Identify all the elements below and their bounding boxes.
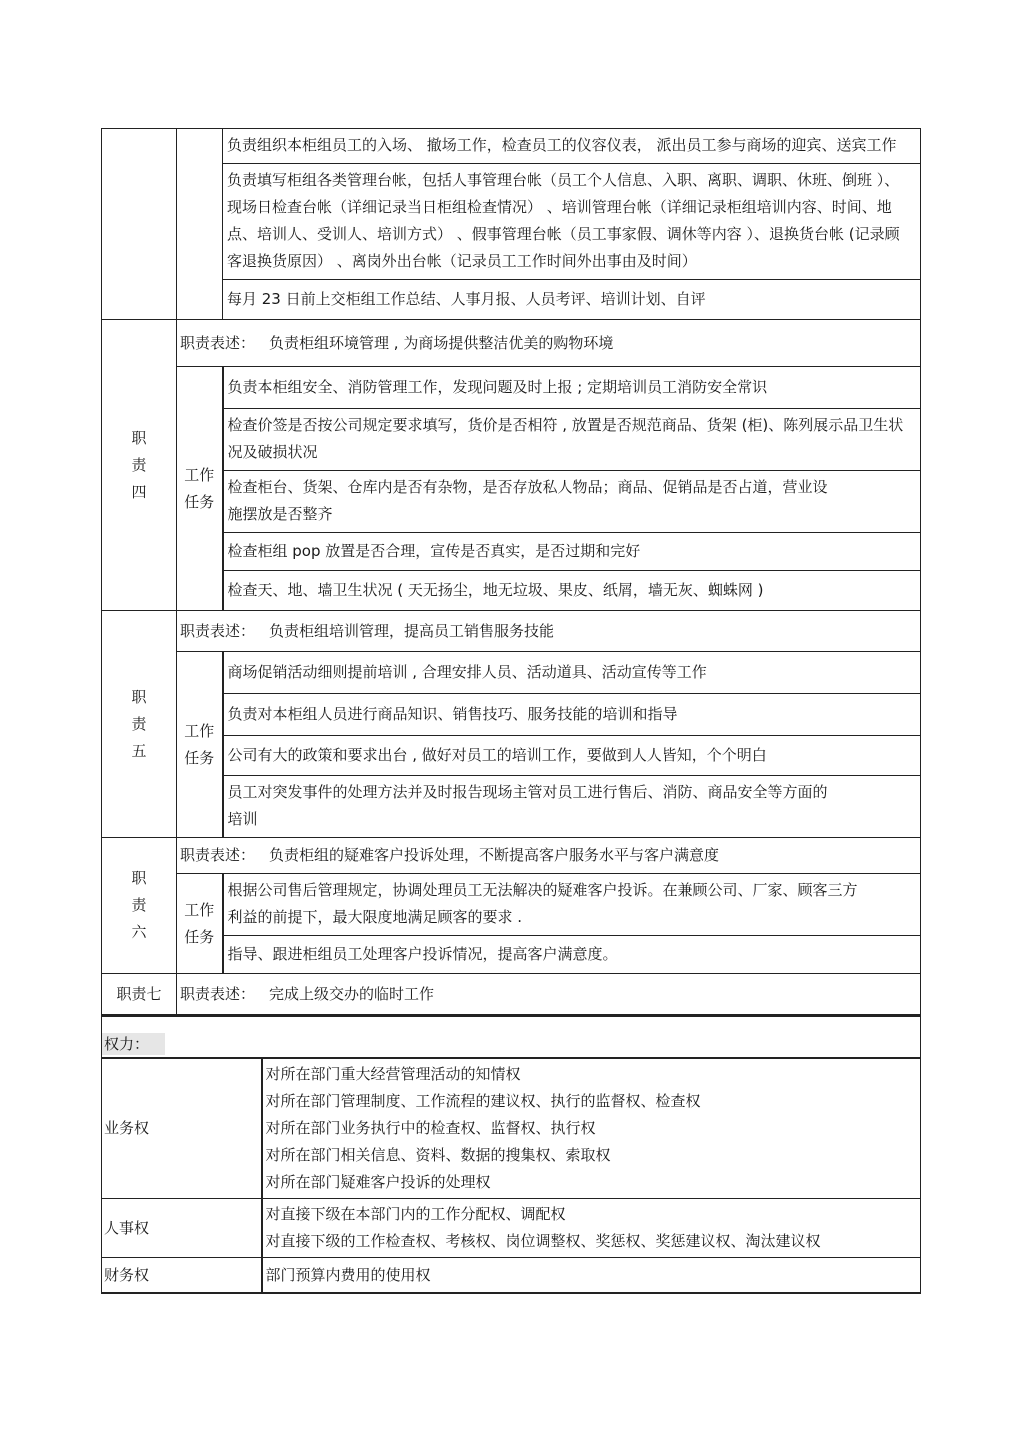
powers-header-table xyxy=(101,1015,921,1058)
work-label-line: 任务 xyxy=(184,927,215,946)
work-label-line: 工作 xyxy=(184,900,215,919)
statement-label: 职责表述： xyxy=(180,621,256,640)
duty3-work-cell xyxy=(177,129,223,320)
duty4-label-char: 责 xyxy=(131,455,147,474)
power-items-personnel xyxy=(262,1199,921,1258)
duty4-label-char: 四 xyxy=(131,482,147,501)
power-label-finance: 财务权 xyxy=(102,1258,262,1294)
power-label-business: 业务权 xyxy=(102,1059,262,1199)
duty6-task-2: 指导、跟进柜组员工处理客户投诉情况，提高客户满意度。 xyxy=(223,936,921,974)
duty4-task-2: 检查价签是否按公司规定要求填写，货价是否相符 , 放置是否规范商品、货架 (柜)、陈列展示品卫生状况及破损状况 xyxy=(223,409,921,471)
duty4-work-label xyxy=(177,367,223,611)
document-page xyxy=(101,128,921,1294)
duty5-task-3: 公司有大的政策和要求出台 , 做好对员工的培训工作，要做到人人皆知，个个明白 xyxy=(223,736,921,776)
power-item: 对所在部门业务执行中的检查权、监督权、执行权 xyxy=(265,1119,596,1137)
duty7-statement xyxy=(177,974,921,1015)
duty5-task-1: 商场促销活动细则提前培训 , 合理安排人员、活动道具、活动宣传等工作 xyxy=(223,652,921,694)
power-item: 对所在部门相关信息、资料、数据的搜集权、索取权 xyxy=(265,1146,611,1164)
duty5-label xyxy=(102,611,177,838)
duty4-label xyxy=(102,320,177,611)
duty6-label-char: 职 xyxy=(131,869,147,887)
powers-table xyxy=(101,1058,921,1294)
power-item: 对所在部门重大经营管理活动的知情权 xyxy=(265,1065,521,1083)
power-items-finance xyxy=(262,1258,921,1294)
work-label-line: 工作 xyxy=(184,721,215,740)
power-row-personnel xyxy=(102,1199,921,1258)
duty7-label: 职责七 xyxy=(102,974,177,1015)
duty4-task-row xyxy=(102,367,921,409)
powers-title: 权力： xyxy=(102,1033,165,1055)
duty5-task-row xyxy=(102,694,921,736)
duty6-statement-row xyxy=(102,838,921,874)
powers-header-row xyxy=(102,1016,921,1058)
power-item: 对所在部门疑难客户投诉的处理权 xyxy=(265,1173,491,1191)
duty5-task-4: 员工对突发事件的处理方法并及时报告现场主管对员工进行售后、消防、商品安全等方面的培训 xyxy=(223,776,921,838)
duty4-task-row xyxy=(102,533,921,571)
duty5-label-char: 职 xyxy=(131,687,147,706)
duty5-task-row xyxy=(102,776,921,838)
duty4-task-row xyxy=(102,471,921,533)
duty4-task-5: 检查天、地、墙卫生状况 ( 天无扬尘，地无垃圾、果皮、纸屑，墙无灰、蜘蛛网 ) xyxy=(223,571,921,611)
duty6-label xyxy=(102,838,177,974)
power-row-finance xyxy=(102,1258,921,1294)
duty3-task-row xyxy=(102,280,921,320)
duty4-label-char: 职 xyxy=(131,428,147,447)
duty4-task-1: 负责本柜组安全、消防管理工作，发现问题及时上报 ; 定期培训员工消防安全常识 xyxy=(223,367,921,409)
duty4-task-4: 检查柜组 pop 放置是否合理，宣传是否真实，是否过期和完好 xyxy=(223,533,921,571)
work-label-line: 任务 xyxy=(184,748,215,767)
duty3-task-row xyxy=(102,129,921,164)
power-item: 对所在部门管理制度、工作流程的建议权、执行的监督权、检查权 xyxy=(265,1092,701,1110)
power-label-personnel: 人事权 xyxy=(102,1199,262,1258)
duty4-statement xyxy=(177,320,921,367)
duty4-task-3: 检查柜台、货架、仓库内是否有杂物，是否存放私人物品；商品、促销品是否占道，营业设施摆放是否整齐 xyxy=(223,471,921,533)
duty6-label-char: 责 xyxy=(131,896,147,914)
statement-label: 职责表述： xyxy=(180,984,256,1003)
duty3-task-2: 负责填写柜组各类管理台帐，包括人事管理台帐（员工个人信息、入职、离职、调职、休班、倒班 ）、现场日检查台帐（详细记录当日柜组检查情况） 、培训管理台帐（详细记录柜组培训内容、时间、地点、培训人、受训人、培训方式） 、假事管理台帐（员工事家假、调休等内容 ）、退换货台帐 (记录顾客退换货原因） 、离岗外出台帐（记录员工工作时间外出事由及时间） xyxy=(223,164,921,280)
duty5-statement-text: 负责柜组培训管理，提高员工销售服务技能 xyxy=(269,621,555,640)
power-item: 对直接下级的工作检查权、考核权、岗位调整权、奖惩权、奖惩建议权、淘汰建议权 xyxy=(265,1232,821,1250)
duty3-task-1: 负责组织本柜组员工的入场、 撤场工作，检查员工的仪容仪表， 派出员工参与商场的迎宾、送宾工作 xyxy=(223,129,921,164)
duty5-label-char: 五 xyxy=(131,741,147,760)
duties-table xyxy=(101,128,921,1015)
duty6-task-row xyxy=(102,936,921,974)
duty4-task-row xyxy=(102,409,921,471)
power-items-business xyxy=(262,1059,921,1199)
statement-label: 职责表述： xyxy=(180,846,256,864)
duty4-statement-text: 负责柜组环境管理 , 为商场提供整洁优美的购物环境 xyxy=(269,333,614,352)
duty3-task-3: 每月 23 日前上交柜组工作总结、人事月报、人员考评、培训计划、自评 xyxy=(223,280,921,320)
duty6-task-row xyxy=(102,874,921,936)
power-row-business xyxy=(102,1059,921,1199)
duty6-task-1: 根据公司售后管理规定，协调处理员工无法解决的疑难客户投诉。在兼顾公司、厂家、顾客三方利益的前提下，最大限度地满足顾客的要求 . xyxy=(223,874,921,936)
statement-label: 职责表述： xyxy=(180,333,256,352)
duty7-statement-text: 完成上级交办的临时工作 xyxy=(269,984,435,1003)
work-label-line: 工作 xyxy=(184,465,215,484)
duty5-statement xyxy=(177,611,921,652)
duty7-row xyxy=(102,974,921,1015)
work-label-line: 任务 xyxy=(184,492,215,511)
powers-header-cell xyxy=(102,1016,921,1058)
duty5-statement-row xyxy=(102,611,921,652)
duty5-task-row xyxy=(102,736,921,776)
power-item: 部门预算内费用的使用权 xyxy=(265,1265,431,1284)
power-item: 对直接下级在本部门内的工作分配权、调配权 xyxy=(265,1205,566,1223)
duty6-statement-text: 负责柜组的疑难客户投诉处理，不断提高客户服务水平与客户满意度 xyxy=(269,846,720,864)
duty3-task-row xyxy=(102,164,921,280)
duty4-task-row xyxy=(102,571,921,611)
duty4-statement-row xyxy=(102,320,921,367)
duty5-task-2: 负责对本柜组人员进行商品知识、销售技巧、服务技能的培训和指导 xyxy=(223,694,921,736)
duty6-label-char: 六 xyxy=(131,923,147,941)
duty5-work-label xyxy=(177,652,223,838)
duty5-label-char: 责 xyxy=(131,714,147,733)
duty3-label-cell xyxy=(102,129,177,320)
duty6-work-label xyxy=(177,874,223,974)
duty5-task-row xyxy=(102,652,921,694)
duty6-statement xyxy=(177,838,921,874)
